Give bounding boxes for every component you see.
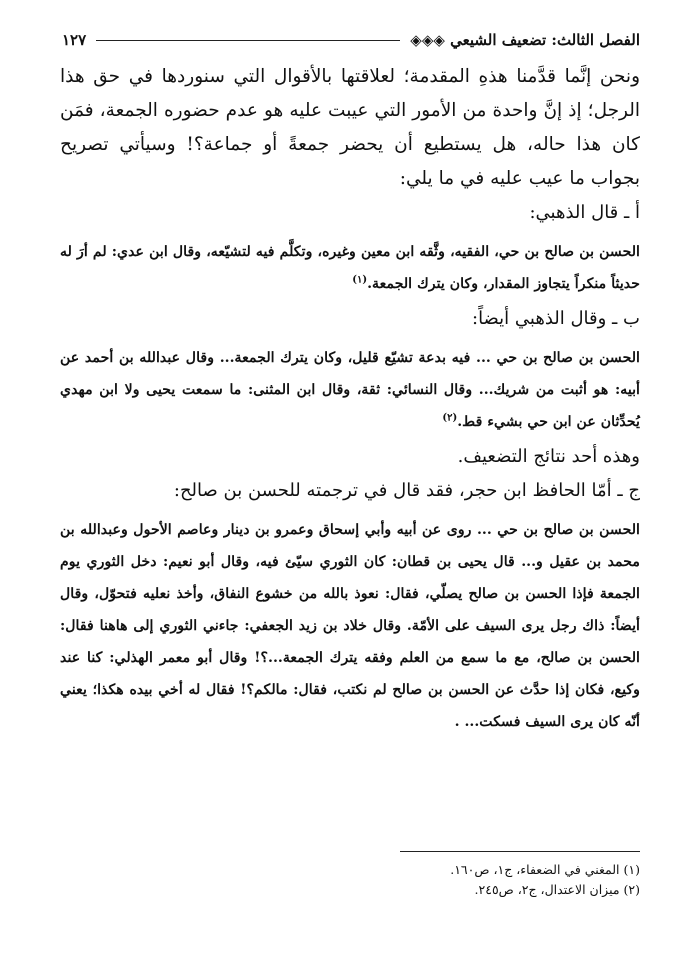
section-a-heading: أ ـ قال الذهبي: [529,202,640,223]
footnote-ref-1: (١) [352,274,368,286]
page-header [62,28,640,52]
page-number: ١٢٧ [62,31,87,49]
section-c-heading: ج ـ أمّا الحافظ ابن حجر، فقد قال في ترجمته للحسن بن صالح: [173,480,640,501]
footnotes [60,860,640,900]
header-rule [96,40,400,41]
section-c-quote: الحسن بن صالح بن حي ... روى عن أبيه وأبي إسحاق وعمرو بن دينار وعاصم الأحول وعبدالله بن محمد بن عقيل و... قال يحيى بن قطان: كان الثوري سيّئ فيه، وقال أبو نعيم: دخل الثوري يوم الجمعة فإذا الحسن بن صالح يصلّي، فقال: نعوذ بالله من خشوع النفاق، وأخذ نعليه فتحوّل، وقال أيضاً: ذاك رجل يرى السيف على الأمّة. وقال خلاد بن زيد الجعفي: جاءني الثوري إلى هاهنا فقال: الحسن بن صالح، مع ما سمع من العلم وفقه يترك الجمعة...؟! وقال أبو معمر الهذلي: كنا عند وكيع، فكان إذا حدَّث عن الحسن بن صالح لم نكتب، فقال: مالكم؟! فقال له أخي بيده هكذا؛ يعني أنّه كان يرى السيف فسكت... . [60,522,640,730]
footnote-ref-2: (٢) [442,412,458,424]
section-b-quote [60,342,640,438]
footnote-1: (١) المغني في الضعفاء، ج١، ص١٦٠. [450,862,640,877]
chapter-title: الفصل الثالث: تضعيف الشيعي ◈◈◈ [410,31,640,49]
section-b-quote-text: الحسن بن صالح بن حي ... فيه بدعة تشيّع قليل، وكان يترك الجمعة... وقال عبدالله بن أحمد عن أبيه: هو أثبت من شريك... وقال النسائي: ثقة، وقال ابن المثنى: ما سمعت يحيى ولا ابن مهدي يُحدِّثان عن ابن حي بشيء قط. [60,350,640,430]
section-a-quote [60,236,640,300]
section-b-conclusion: وهذه أحد نتائج التضعيف. [457,446,640,467]
intro-paragraph: ونحن إنَّما قدَّمنا هذهِ المقدمة؛ لعلاقتها بالأقوال التي سنوردها في حق هذا الرجل؛ إذ إنَّ واحدة من الأمور التي عيبت عليه هو عدم حضوره الجمعة، فمَن كان هذا حاله، هل يستطيع أن يحضر جمعةً أو جماعة؟! وسيأتي تصريح بجواب ما عيب عليه في ما يلي: [60,66,640,189]
page-body [60,60,640,740]
footnote-rule [400,851,640,852]
section-b-heading: ب ـ وقال الذهبي أيضاً: [472,308,640,329]
footnote-2: (٢) ميزان الاعتدال، ج٢، ص٢٤٥. [474,882,640,897]
section-a-quote-text: الحسن بن صالح بن حي، الفقيه، وثَّقه ابن معين وغيره، وتكلَّم فيه لتشيّعه، وقال ابن عدي: لم أرَ له حديثاً منكراً يتجاوز المقدار، وكان يترك الجمعة. [60,244,640,292]
